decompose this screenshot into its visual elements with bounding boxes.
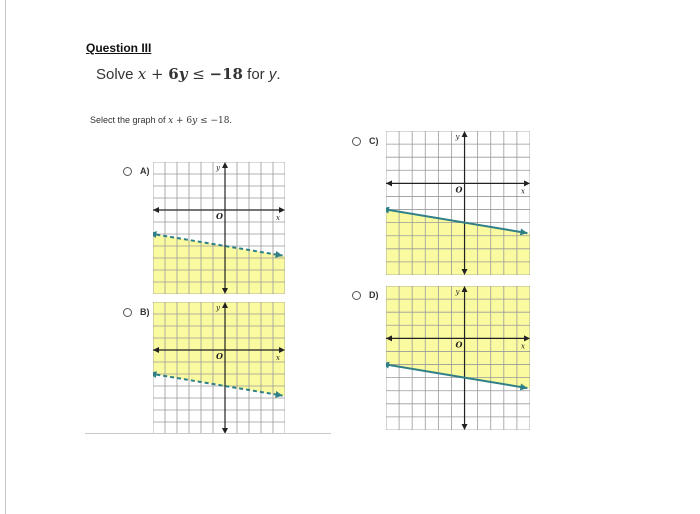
graph-option-c (386, 131, 530, 275)
origin-label: O (455, 339, 463, 350)
option-a-label: A) (140, 166, 150, 176)
option-b-radio[interactable] (123, 308, 132, 317)
origin-label: O (455, 184, 463, 195)
x-axis-label: x (276, 214, 280, 222)
origin-label: O (216, 351, 223, 361)
instruction-inequality: x + 6y ≤ −18 (168, 116, 230, 126)
y-axis-arrow (462, 131, 468, 137)
y-axis-arrow (222, 162, 228, 168)
for-word: for (243, 66, 269, 83)
option-a[interactable] (123, 166, 150, 176)
instruction-text: Select the graph of x + 6y ≤ −18. (90, 115, 233, 126)
option-a-radio[interactable] (123, 167, 132, 176)
option-c-label: C) (369, 136, 379, 146)
option-b[interactable] (123, 307, 150, 317)
graph-option-b (153, 302, 285, 434)
x-axis-arrow (386, 180, 392, 186)
y-axis-arrow (462, 424, 468, 430)
option-b-label: B) (140, 307, 150, 317)
option-d[interactable] (352, 290, 379, 300)
problem-inequality: x + 6y ≤ −18 (137, 65, 243, 83)
bottom-divider (85, 433, 331, 434)
option-c-radio[interactable] (352, 137, 361, 146)
x-axis-arrow (279, 207, 285, 213)
x-axis-arrow (153, 207, 159, 213)
y-axis-label: y (216, 304, 220, 312)
target-variable: y (268, 66, 277, 83)
shaded-region (153, 302, 285, 396)
x-axis-label: x (276, 354, 280, 362)
y-axis-label: y (455, 133, 460, 141)
option-d-radio[interactable] (352, 291, 361, 300)
boundary-arrow-left (153, 371, 157, 378)
graph-option-d (386, 286, 530, 430)
shaded-region (386, 210, 530, 275)
question-title: Question III (86, 41, 152, 55)
y-axis-label: y (216, 164, 220, 172)
option-d-label: D) (369, 290, 379, 300)
problem-statement: Solve x + 6y ≤ −18 for y. (96, 65, 281, 83)
y-axis-label: y (455, 288, 460, 296)
x-axis-label: x (521, 187, 525, 196)
x-axis-arrow (524, 180, 530, 186)
shaded-region (386, 286, 530, 389)
x-axis-label: x (521, 342, 525, 351)
left-page-rule (5, 0, 6, 514)
solve-word: Solve (96, 66, 138, 83)
shaded-region (153, 234, 285, 294)
origin-label: O (216, 211, 223, 221)
option-c[interactable] (352, 136, 379, 146)
graph-option-a (153, 162, 285, 294)
